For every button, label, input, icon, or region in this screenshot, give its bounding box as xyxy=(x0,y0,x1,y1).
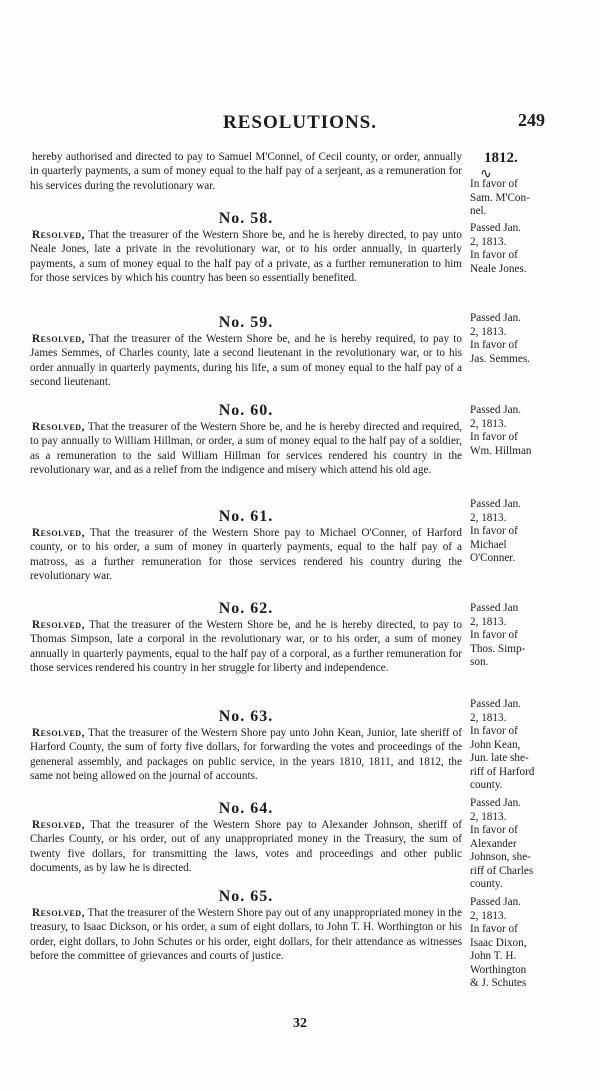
resolution-62 xyxy=(30,598,462,675)
side-note-59: Passed Jan. 2, 1813. In favor of Jas. Semmes. xyxy=(470,312,530,365)
resolution-59 xyxy=(30,312,462,389)
resolution-text: That the treasurer of the Western Shore be, and he is hereby required, to pay to James Semmes, of Charles county, late a second lieutenant in the revolutionary war, or to his order annually in quarterly payments, during his life, a sum of money equal to the half pay of a second lieutenant. xyxy=(30,333,462,388)
resolution-text: That the treasurer of the Western Shore be, and he is hereby directed and required, to pay annually to William Hillman, or order, a sum of money equal to the half pay of a soldier, as a remuneration to the said William Hillman for services rendered his country in the revolutionary war, and as a relief from the indigence and misery which attend his old age. xyxy=(30,421,462,476)
resolution-number: No. 60. xyxy=(218,402,274,419)
resolved-label: Resolved, xyxy=(32,619,85,631)
page-number: 249 xyxy=(518,110,545,130)
signature-mark: 32 xyxy=(293,1016,307,1031)
resolution-text: That the treasurer of the Western Shore be, and he is hereby directed, to pay unto Neale Jones, late a private in the revolutionary war, or to his order annually, in quarterly payments, a sum of money equal to the half pay of a private, as a further remuneration to him for those services by which his country has been so essentially benefited. xyxy=(30,229,462,284)
resolved-label: Resolved, xyxy=(32,421,85,433)
side-note-63: Passed Jan. 2, 1813. In favor of John Kean, Jun. late she- riff of Harford county. xyxy=(470,698,535,791)
year-mark: 1812. xyxy=(484,150,518,166)
side-note-58: Passed Jan. 2, 1813. In favor of Neale Jones. xyxy=(470,222,527,275)
side-note-60: Passed Jan. 2, 1813. In favor of Wm. Hillman xyxy=(470,404,532,457)
resolution-61 xyxy=(30,506,462,583)
resolution-60 xyxy=(30,400,462,477)
continuation-text: hereby authorised and directed to pay to Samuel M'Connel, of Cecil county, or order, annually in quarterly payments, a sum of money equal to the half pay of a serjeant, as a remuneration for his services during the revolutionary war. xyxy=(30,151,462,192)
page-title: RESOLUTIONS. xyxy=(222,112,378,133)
side-note-first: In favor of Sam. M'Con- nel. xyxy=(470,178,530,217)
resolution-number: No. 65. xyxy=(218,888,274,905)
resolution-65 xyxy=(30,886,462,963)
resolution-number: No. 64. xyxy=(218,800,274,817)
resolution-number: No. 62. xyxy=(218,600,274,617)
resolved-label: Resolved, xyxy=(32,727,85,739)
resolution-64 xyxy=(30,798,462,875)
resolution-text: That the treasurer of the Western Shore pay to Alexander Johnson, sheriff of Charles County, or his order, out of any unappropriated money in the Treasury, the sum of twenty five dollars, for transmitting the laws, votes and proceedings and other public documents, as by law he is directed. xyxy=(30,819,462,874)
resolution-63 xyxy=(30,706,462,783)
resolved-label: Resolved, xyxy=(32,527,85,539)
continuation-block xyxy=(30,150,462,193)
resolution-text: That the treasurer of the Western Shore pay out of any unappropriated money in the treasury, to Isaac Dickson, or his order, a sum of eight dollars, to John T. H. Worthington or his order, eight dollars, to John Schutes or his order, eight dollars, for their attendance as witnesses before the committee of grievances and courts of justice. xyxy=(30,907,462,962)
flourish-icon: ∿ xyxy=(480,167,492,182)
resolved-label: Resolved, xyxy=(32,907,85,919)
resolved-label: Resolved, xyxy=(32,333,85,345)
side-note-62: Passed Jan 2, 1813. In favor of Thos. Simp- son. xyxy=(470,602,526,668)
resolution-text: That the treasurer of the Western Shore pay unto John Kean, Junior, late sheriff of Harford County, the sum of forty five dollars, for forwarding the votes and proceedings of the geneneral assembly, and packages on public service, in the years 1810, 1811, and 1812, the same not being allowed on the journal of accounts. xyxy=(30,727,462,782)
side-note-65: Passed Jan. 2, 1813. In favor of Isaac Dixon, John T. H. Worthington & J. Schutes xyxy=(470,896,527,989)
resolution-text: That the treasurer of the Western Shore be, and he is hereby directed, to pay to Thomas Simpson, late a corporal in the revolutionary war, or to his order, a sum of money annually in quarterly payments, equal to the half pay of a corporal, as a further remuneration for those services rendered his country in her struggle for liberty and independence. xyxy=(30,619,462,674)
resolved-label: Resolved, xyxy=(32,229,85,241)
resolution-number: No. 61. xyxy=(218,508,274,525)
resolution-number: No. 63. xyxy=(218,708,274,725)
side-note-61: Passed Jan. 2, 1813. In favor of Michael O'Conner. xyxy=(470,498,521,564)
resolved-label: Resolved, xyxy=(32,819,85,831)
resolution-58 xyxy=(30,208,462,285)
resolution-number: No. 58. xyxy=(218,210,274,227)
side-note-64: Passed Jan. 2, 1813. In favor of Alexander Johnson, she- riff of Charles county. xyxy=(470,797,534,890)
resolution-number: No. 59. xyxy=(218,314,274,331)
resolution-text: That the treasurer of the Western Shore pay to Michael O'Conner, of Harford county, or to his order, a sum of money in quarterly payments, equal to the half pay of a matross, as a further remuneration for those services rendered his country during the revolutionary war. xyxy=(30,527,462,582)
